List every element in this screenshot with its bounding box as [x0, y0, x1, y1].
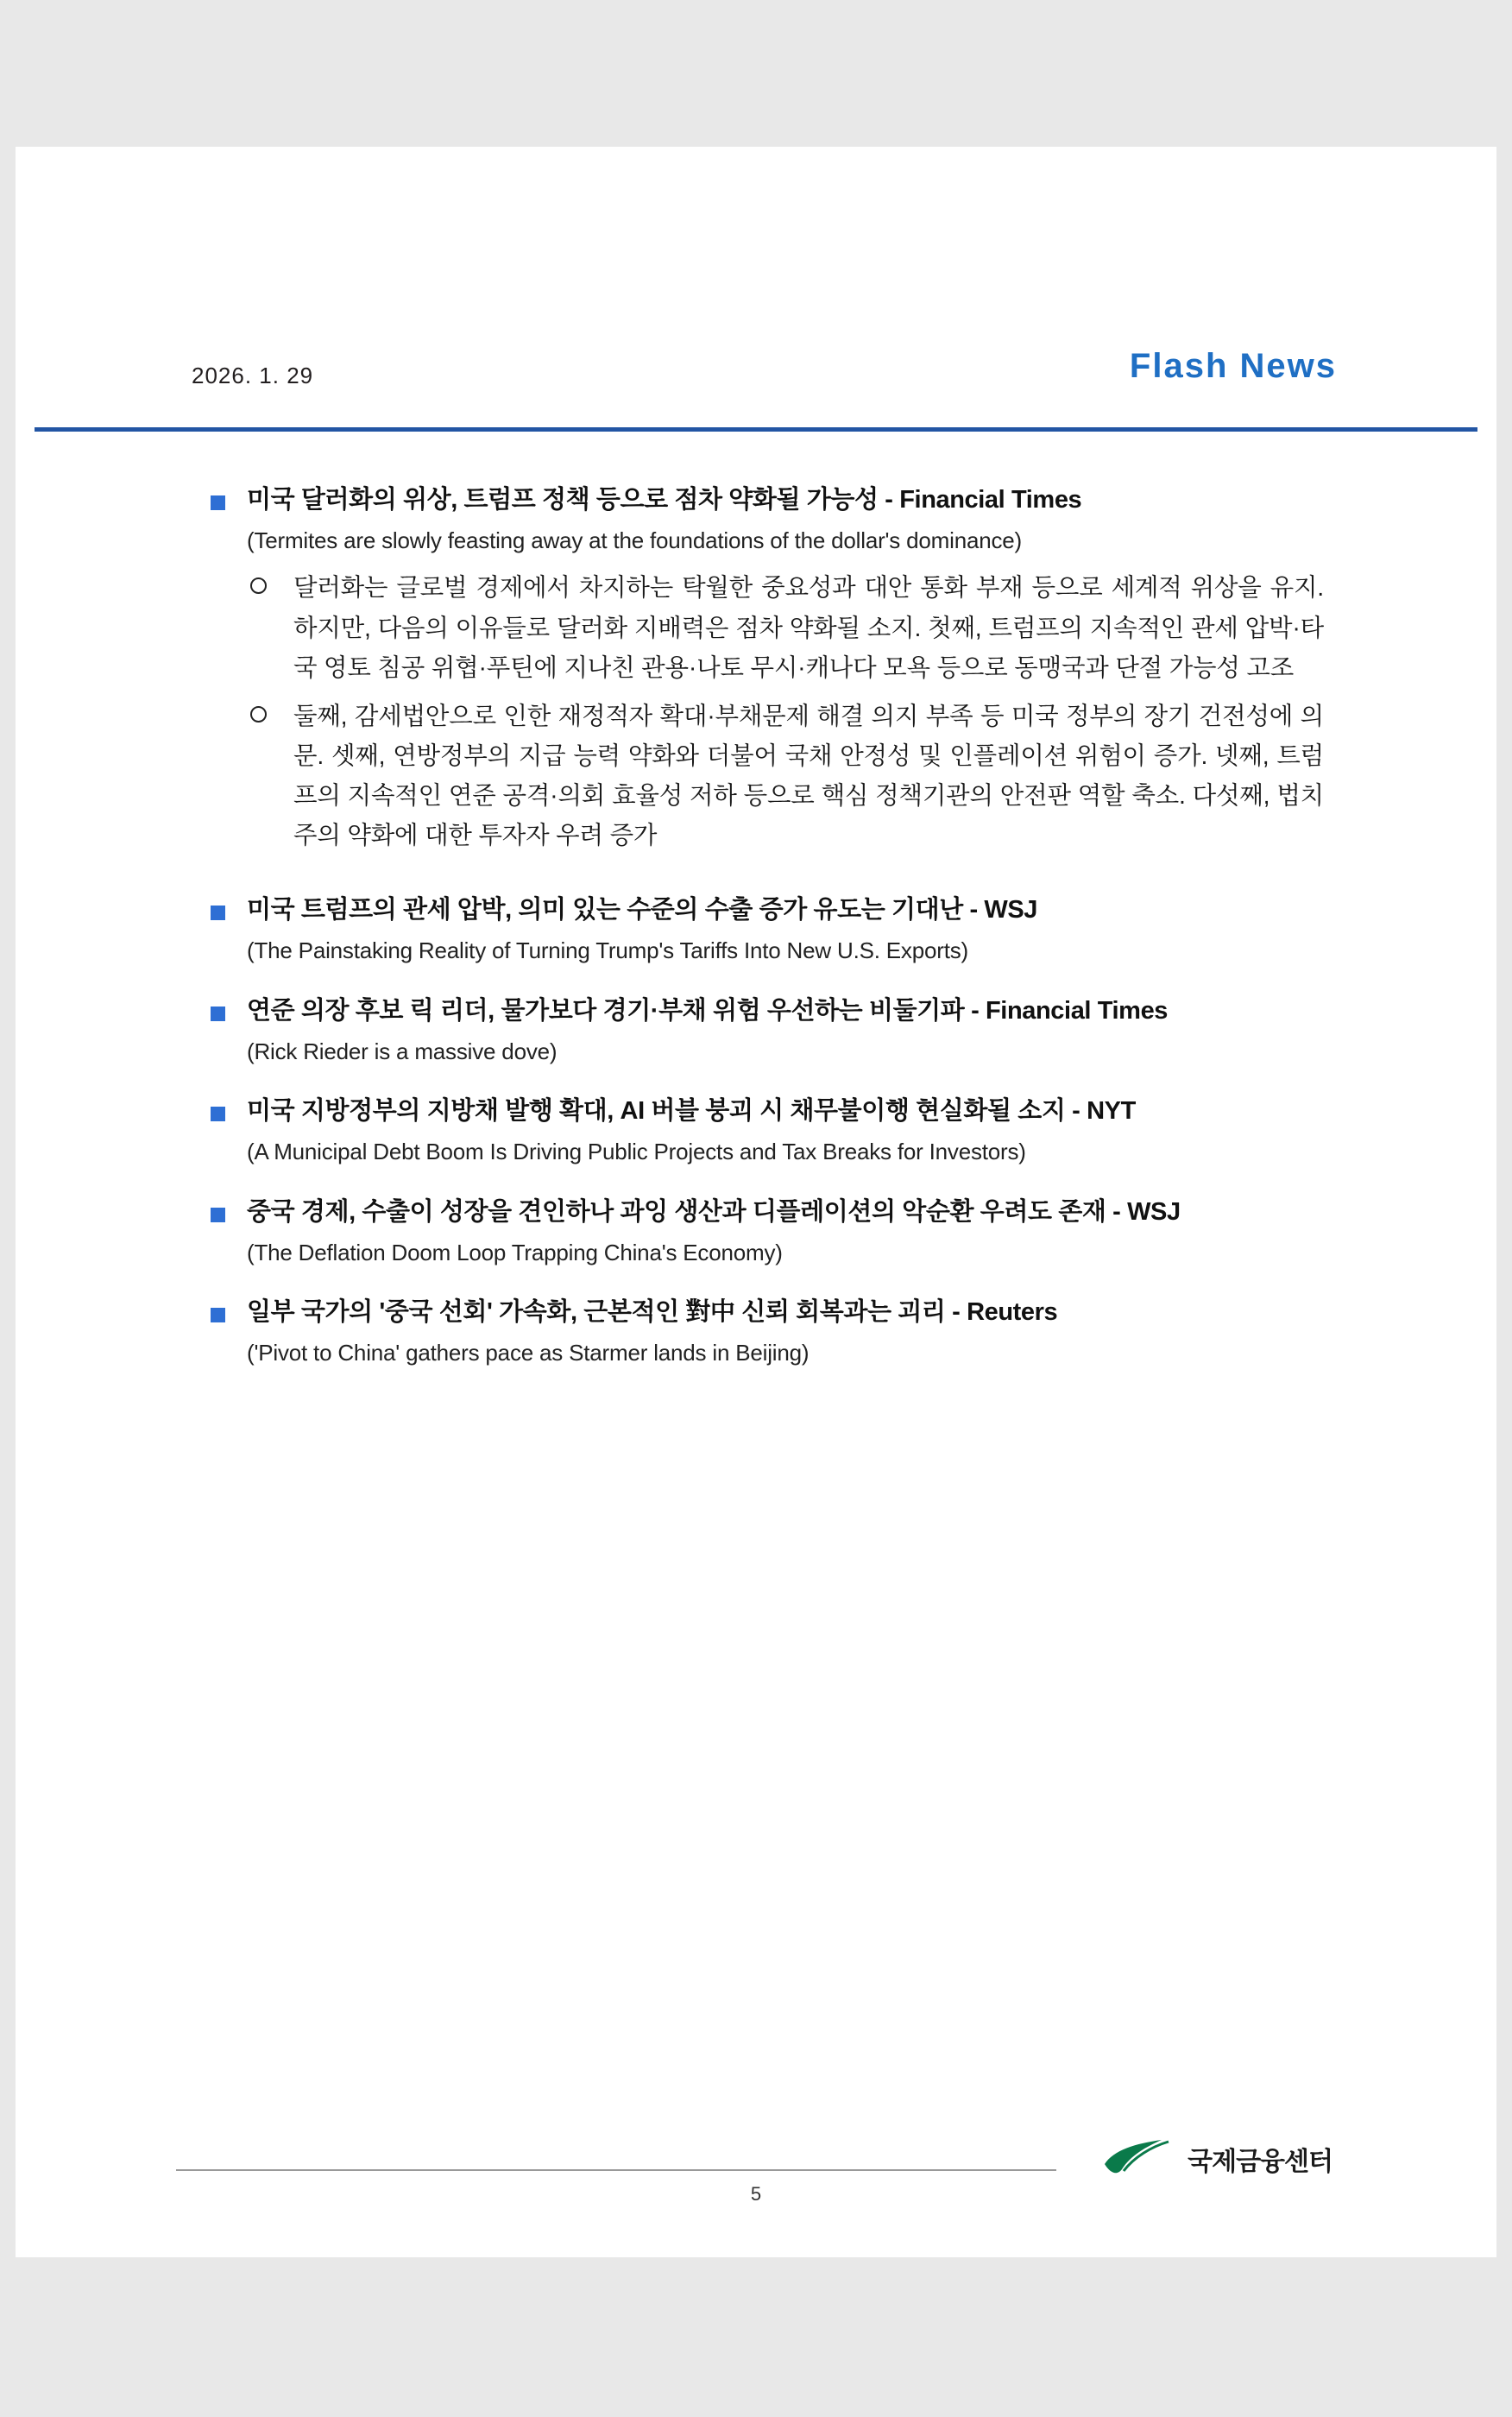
news-headline-row — [16, 1196, 1496, 1230]
spacer — [16, 864, 1496, 893]
news-paragraph-text: 달러화는 글로벌 경제에서 차지하는 탁월한 중요성과 대안 통화 부재 등으로 세계적 위상을 유지. 하지만, 다음의 이유들로 달러화 지배력은 점차 약화될 소지. 첫째, 트럼프의 지속적인 관세 압박·타국 영토 침공 위협·푸틴에 지나친 관용·나토 무시·캐나다 모욕 등으로 동맹국과 단절 가능성 고조 — [293, 574, 1324, 682]
square-bullet-icon — [211, 1208, 225, 1222]
spacer — [16, 972, 1496, 994]
square-bullet-icon — [211, 906, 225, 920]
footer-divider — [176, 2169, 1056, 2171]
news-paragraph — [16, 697, 1496, 856]
page-footer — [16, 2111, 1496, 2257]
circle-bullet-icon — [250, 577, 267, 594]
header-divider — [35, 427, 1477, 432]
page-number: 5 — [750, 2183, 762, 2205]
news-body — [16, 568, 1496, 855]
header-date: 2026. 1. 29 — [192, 363, 314, 388]
news-list — [16, 483, 1496, 1373]
news-subheadline: ('Pivot to China' gathers pace as Starmer lands in Beijing) — [247, 1340, 810, 1366]
document-page — [16, 147, 1496, 2257]
news-item — [16, 483, 1496, 855]
news-subheadline: (The Deflation Doom Loop Trapping China's Economy) — [247, 1239, 783, 1265]
news-headline: 미국 달러화의 위상, 트럼프 정책 등으로 점차 약화될 가능성 - Financial Times — [247, 486, 1082, 514]
organization-name: 국제금융센터 — [1188, 2148, 1332, 2176]
organization-logo — [1101, 2136, 1332, 2181]
news-headline-row — [16, 1296, 1496, 1330]
news-item — [16, 1296, 1496, 1368]
news-item — [16, 994, 1496, 1067]
news-item — [16, 1196, 1496, 1268]
news-headline-row — [16, 483, 1496, 518]
news-headline: 미국 트럼프의 관세 압박, 의미 있는 수준의 수출 증가 유도는 기대난 - WSJ — [247, 896, 1038, 925]
news-headline-row — [16, 893, 1496, 928]
news-headline: 연준 의장 후보 릭 리더, 물가보다 경기·부채 위험 우선하는 비둘기파 - Financial Times — [247, 996, 1169, 1025]
square-bullet-icon — [211, 1107, 225, 1121]
page-header — [16, 147, 1496, 388]
square-bullet-icon — [211, 495, 225, 510]
news-subheadline: (The Painstaking Reality of Turning Trump's Tariffs Into New U.S. Exports) — [247, 937, 968, 964]
square-bullet-icon — [211, 1308, 225, 1322]
leaf-swoosh-icon — [1101, 2136, 1175, 2181]
page-title: Flash News — [1129, 347, 1337, 385]
news-subheadline: (A Municipal Debt Boom Is Driving Public Projects and Tax Breaks for Investors) — [247, 1139, 1026, 1165]
spacer — [16, 1173, 1496, 1196]
news-subheadline: (Termites are slowly feasting away at the foundations of the dollar's dominance) — [247, 527, 1022, 553]
news-headline: 일부 국가의 '중국 선회' 가속화, 근본적인 對中 신뢰 회복과는 괴리 - Reuters — [247, 1298, 1058, 1327]
spacer — [16, 1072, 1496, 1095]
news-headline: 미국 지방정부의 지방채 발행 확대, AI 버블 붕괴 시 채무불이행 현실화될 소지 - NYT — [247, 1097, 1136, 1126]
news-paragraph-text: 둘째, 감세법안으로 인한 재정적자 확대·부채문제 해결 의지 부족 등 미국 정부의 장기 건전성에 의문. 셋째, 연방정부의 지급 능력 약화와 더불어 국채 안정성 및 인플레이션 위험이 증가. 넷째, 트럼프의 지속적인 연준 공격·의회 효율성 저하 등으로 핵심 정책기관의 안전판 역할 축소. 다섯째, 법치주의 약화에 대한 투자자 우려 증가 — [293, 702, 1324, 850]
square-bullet-icon — [211, 1007, 225, 1021]
news-item — [16, 893, 1496, 966]
spacer — [16, 1273, 1496, 1296]
news-paragraph — [16, 568, 1496, 687]
news-headline-row — [16, 1095, 1496, 1129]
circle-bullet-icon — [250, 706, 267, 723]
news-headline-row — [16, 994, 1496, 1029]
news-headline: 중국 경제, 수출이 성장을 견인하나 과잉 생산과 디플레이션의 악순환 우려도 존재 - WSJ — [247, 1197, 1181, 1226]
news-subheadline: (Rick Rieder is a massive dove) — [247, 1038, 558, 1064]
news-item — [16, 1095, 1496, 1167]
